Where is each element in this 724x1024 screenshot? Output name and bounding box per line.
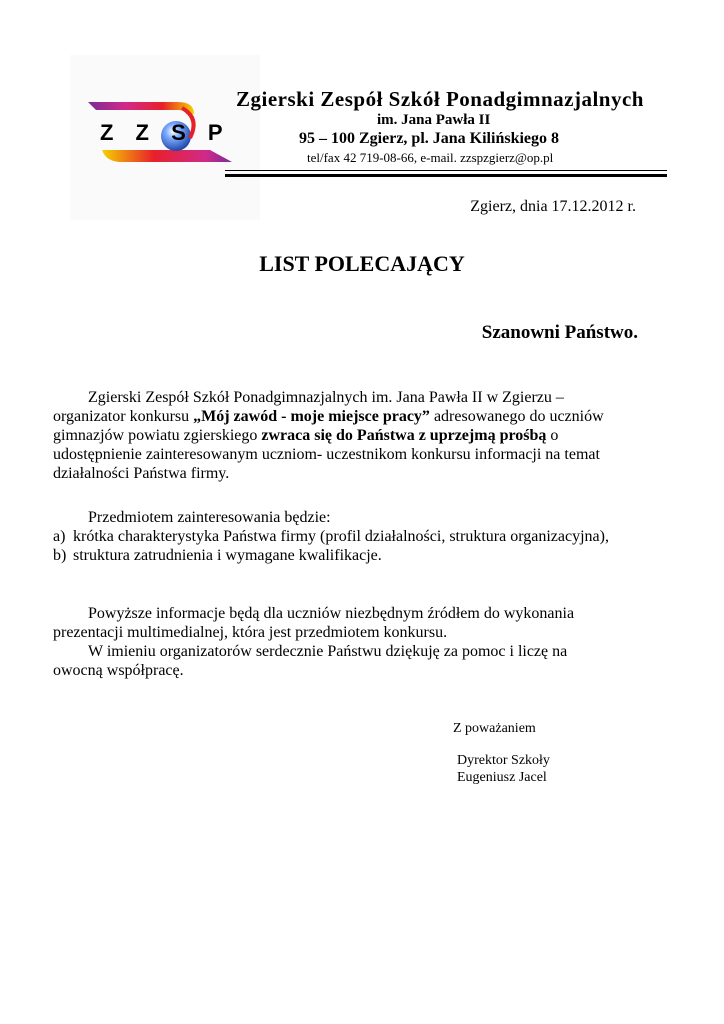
school-contact: tel/fax 42 719-08-66, e-mail. zzspzgierz@op.pl	[307, 150, 554, 165]
closing-line-1	[53, 604, 613, 642]
header-divider-thin	[225, 170, 667, 171]
closing-text: W imieniu organizatorów serdecznie Państwu dziękuję za pomoc i liczę na owocną współpracę.	[53, 643, 568, 679]
signature-name: Eugeniusz Jacel	[457, 770, 547, 785]
list-marker: b)	[53, 547, 67, 564]
salutation: Szanowni Państwo.	[481, 322, 638, 343]
closing-line-2	[53, 642, 613, 680]
scope-intro: Przedmiotem zainteresowania będzie:	[88, 509, 331, 526]
school-name: Zgierski Zespół Szkół Ponadgimnazjalnych	[236, 87, 644, 111]
closing-text: Powyższe informacje będą dla uczniów niezbędnym źródłem do wykonania prezentacji multimedialnej, która jest przedmiotem konkursu.	[53, 605, 575, 641]
signature-role: Dyrektor Szkoły	[457, 753, 550, 768]
document-title: LIST POLECAJĄCY	[259, 251, 465, 276]
logo-letters: Z Z S P	[100, 120, 231, 145]
paragraph-text: adresowanego do uczniów gimnazjów powiatu zgierskiego	[53, 408, 604, 444]
paragraph-intro	[53, 388, 613, 483]
list-item-text: krótka charakterystyka Państwa firmy (profil działalności, struktura organizacyjna),	[73, 528, 609, 545]
date-line: Zgierz, dnia 17.12.2012 r.	[470, 198, 636, 215]
list-item-text: struktura zatrudnienia i wymagane kwalifikacje.	[73, 547, 382, 564]
signature-closing: Z poważaniem	[453, 721, 536, 736]
school-patron: im. Jana Pawła II	[377, 112, 491, 128]
header-divider-thick	[225, 174, 667, 177]
request-phrase: zwraca się do Państwa z uprzejmą prośbą	[261, 427, 547, 444]
list-item	[53, 546, 613, 565]
paragraph-scope	[53, 508, 613, 565]
paragraph-closing	[53, 604, 613, 680]
paragraph-text: o udostępnienie zainteresowanym uczniom- uczestnikom konkursu informacji na temat działalności Państwa firmy.	[53, 427, 600, 482]
paragraph-text: Zgierski Zespół Szkół Ponadgimnazjalnych im. Jana Pawła II w Zgierzu – organizator konkursu	[53, 389, 564, 425]
school-address: 95 – 100 Zgierz, pl. Jana Kilińskiego 8	[299, 130, 560, 147]
contest-name: „Mój zawód - moje miejsce pracy”	[193, 408, 430, 425]
list-item	[53, 527, 613, 546]
list-marker: a)	[53, 528, 66, 545]
